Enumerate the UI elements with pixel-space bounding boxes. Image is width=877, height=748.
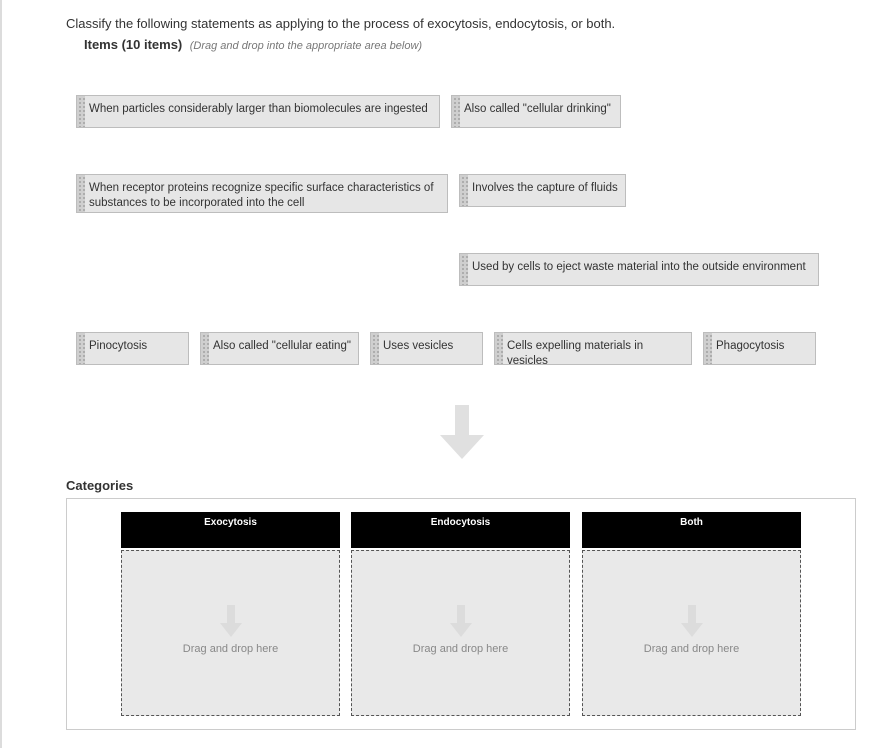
drop-zone-endocytosis[interactable] — [351, 550, 570, 716]
arrow-down-icon — [681, 605, 703, 637]
drag-item-label: Pinocytosis — [89, 340, 148, 352]
drag-item-label: When receptor proteins recognize specific surface characteristics of substances to be incorporated into the cell — [89, 182, 434, 209]
grip-dots-icon[interactable] — [452, 96, 460, 127]
drop-zone-exocytosis[interactable] — [121, 550, 340, 716]
drag-item[interactable] — [76, 174, 448, 213]
grip-dots-icon[interactable] — [704, 333, 712, 364]
items-title: Items (10 items) — [84, 37, 183, 52]
drag-item-label: Used by cells to eject waste material into the outside environment — [472, 261, 806, 273]
drag-item-label: Involves the capture of fluids — [472, 182, 618, 194]
grip-dots-icon[interactable] — [371, 333, 379, 364]
items-hint: (Drag and drop into the appropriate area below) — [189, 40, 423, 52]
drag-item[interactable] — [200, 332, 359, 365]
grip-dots-icon[interactable] — [77, 175, 85, 212]
grip-dots-icon[interactable] — [77, 333, 85, 364]
drag-item[interactable] — [459, 253, 819, 286]
drag-item-label: Cells expelling materials in vesicles — [507, 340, 644, 367]
arrow-down-icon — [440, 405, 484, 459]
drop-zone-both[interactable] — [582, 550, 801, 716]
category-header-exocytosis: Exocytosis — [121, 512, 340, 548]
category-header-endocytosis: Endocytosis — [351, 512, 570, 548]
items-header — [84, 36, 422, 54]
drag-item[interactable] — [451, 95, 621, 128]
drag-item[interactable] — [76, 332, 189, 365]
grip-dots-icon[interactable] — [77, 96, 85, 127]
categories-title: Categories — [66, 478, 134, 493]
left-border — [0, 0, 2, 748]
category-header-both: Both — [582, 512, 801, 548]
arrow-down-icon — [220, 605, 242, 637]
drop-zone-text: Drag and drop here — [643, 643, 740, 655]
drop-zone-text: Drag and drop here — [412, 643, 509, 655]
drag-item[interactable] — [703, 332, 816, 365]
drag-item-label: Also called "cellular eating" — [213, 340, 351, 352]
grip-dots-icon[interactable] — [460, 175, 468, 206]
drag-item-label: Uses vesicles — [383, 340, 454, 352]
drag-item-label: Phagocytosis — [716, 340, 785, 352]
drag-item[interactable] — [459, 174, 626, 207]
drag-item-label: When particles considerably larger than biomolecules are ingested — [89, 103, 428, 115]
question-instruction: Classify the following statements as applying to the process of exocytosis, endocytosis, or both. — [66, 16, 616, 31]
grip-dots-icon[interactable] — [460, 254, 468, 285]
drag-item[interactable] — [494, 332, 692, 365]
drop-zone-text: Drag and drop here — [182, 643, 279, 655]
drag-item[interactable] — [76, 95, 440, 128]
drag-item[interactable] — [370, 332, 483, 365]
grip-dots-icon[interactable] — [495, 333, 503, 364]
arrow-down-icon — [450, 605, 472, 637]
drag-item-label: Also called "cellular drinking" — [464, 103, 611, 115]
grip-dots-icon[interactable] — [201, 333, 209, 364]
